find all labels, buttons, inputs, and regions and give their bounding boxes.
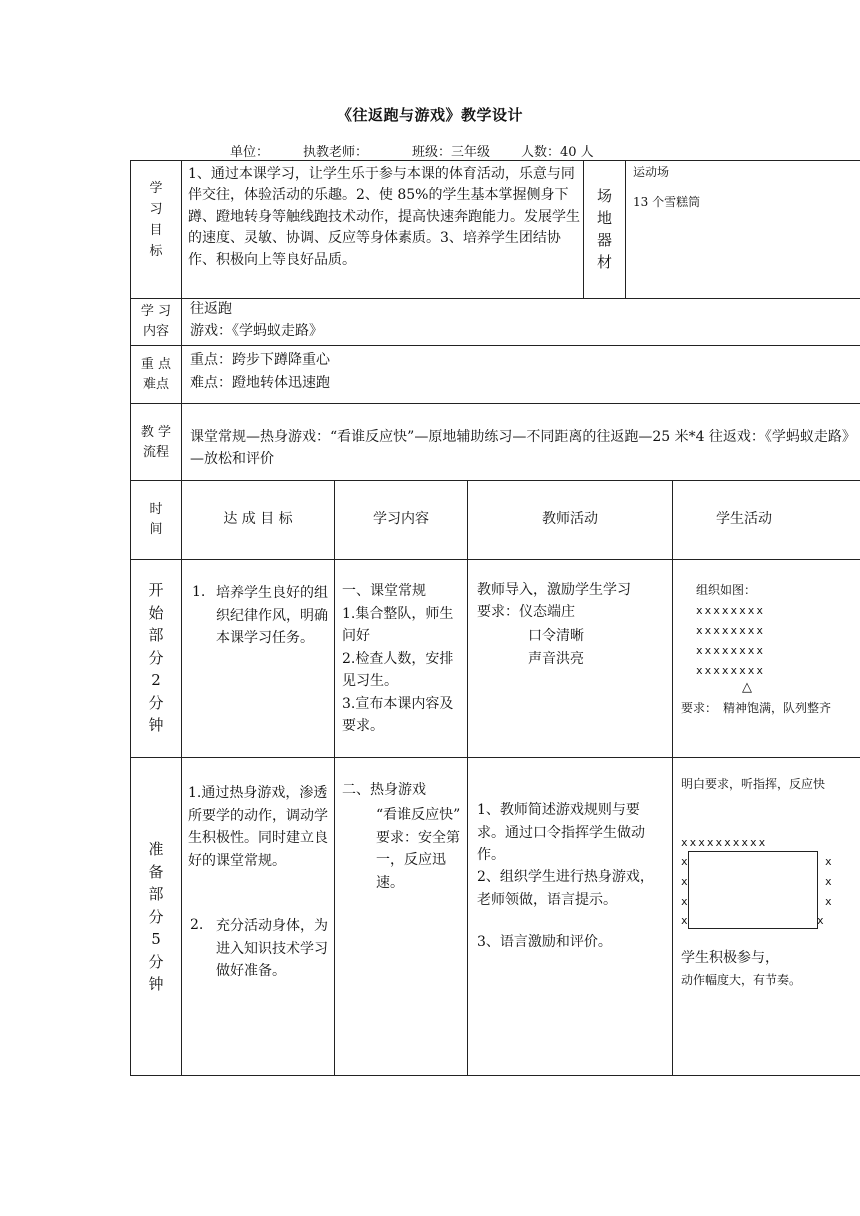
- prep-content-head: 二、热身游戏: [342, 782, 426, 798]
- field-side-mark: x: [817, 914, 826, 927]
- prep-student-2: 学生积极参与，: [681, 950, 779, 966]
- field-side-mark: x: [681, 875, 690, 888]
- field-side-mark: x: [825, 875, 834, 888]
- field-side-mark: x: [825, 895, 834, 908]
- start-teacher-3: 口令清晰: [528, 628, 584, 644]
- start-teacher-4: 声音洪亮: [528, 651, 584, 667]
- content-label: 学 习 内容: [140, 304, 172, 339]
- flow-label: 教 学 流程: [140, 425, 172, 460]
- header-goal: 达 成 目 标: [223, 511, 293, 527]
- content-line-1: 往返跑: [190, 301, 232, 317]
- start-time: 开 始 部 分 2 分 钟: [148, 581, 164, 734]
- doc-title: 《往返跑与游戏》教学设计: [336, 106, 523, 124]
- prep-time: 准 备 部 分 5 分 钟: [148, 840, 164, 993]
- field-rect: [688, 851, 818, 929]
- start-teacher-2: 要求：仪态端庄: [477, 604, 575, 620]
- flow-text: 课堂常规—热身游戏：“看谁反应快”—原地辅助练习—不同距离的往返跑—25 米*4 往返戏：《学蚂蚁走路》—放松和评价: [190, 429, 856, 467]
- prep-teacher-2: 2、组织学生进行热身游戏，老师领做，语言提示。: [477, 869, 654, 908]
- venue-item-2: 13 个雪糕筒: [633, 195, 701, 209]
- prep-student-3: 动作幅度大，有节奏。: [681, 973, 802, 987]
- header-time: 时 间: [149, 502, 163, 537]
- start-teacher-1: 教师导入，激励学生学习: [477, 582, 631, 598]
- field-top-row: xxxxxxxxxx: [681, 836, 768, 849]
- goals-label: 学 习 目 标: [149, 181, 163, 259]
- prep-goal-2: 充分活动身体，为进入知识技术学习做好准备。: [216, 918, 328, 979]
- venue-item-1: 运动场: [633, 165, 670, 179]
- key-point: 重点：跨步下蹲降重心: [190, 352, 330, 368]
- content-line-2: 游戏：《学蚂蚁走路》: [190, 323, 323, 339]
- info-count: 人数：40 人: [521, 145, 594, 160]
- formation-row: xxxxxxxx: [696, 644, 765, 657]
- goals-text: 1、通过本课学习，让学生乐于参与本课的体育活动，乐意与同伴交往，体验活动的乐趣。2、使 85%的学生基本掌握侧身下蹲、蹬地转身等触线跑技术动作，提高快速奔跑能力。发展学生的速度、灵敏、协调、反应等身体素质。3、培养学生团结协作、积极向上等良好品质。: [188, 166, 580, 268]
- prep-goal-2-num: 2.: [190, 917, 204, 933]
- key-difficulty: 难点：蹬地转体迅速跑: [190, 375, 330, 391]
- start-goal-num: 1.: [192, 584, 206, 600]
- field-side-mark: x: [825, 855, 834, 868]
- prep-student-1: 明白要求，听指挥，反应快: [681, 777, 826, 791]
- start-goal: 培养学生良好的组织纪律作风，明确本课学习任务。: [216, 585, 328, 646]
- header-teacher: 教师活动: [542, 511, 598, 527]
- formation-row: xxxxxxxx: [696, 624, 765, 637]
- info-unit: 单位：: [230, 145, 270, 160]
- start-content: 一、课堂常规 1.集合整队，师生问好 2.检查人数，安排见习生。 3.宣布本课内容及要求。: [342, 583, 454, 734]
- formation-row: xxxxxxxx: [696, 604, 765, 617]
- venue-label: 场 地 器 材: [596, 187, 612, 271]
- field-side-mark: x: [681, 855, 690, 868]
- field-side-mark: x: [681, 914, 690, 927]
- prep-goal-1: 1.通过热身游戏，渗透所要学的动作，调动学生积极性。同时建立良好的课堂常规。: [188, 785, 328, 869]
- header-student: 学生活动: [716, 511, 772, 527]
- key-label: 重 点 难点: [140, 357, 172, 392]
- info-class: 班级：三年级: [412, 145, 491, 160]
- prep-content-body: “看谁反应快” 要求：安全第一，反应迅速。: [376, 807, 461, 891]
- prep-teacher-3: 3、语言激励和评价。: [477, 934, 612, 950]
- teacher-position-triangle: △: [742, 680, 752, 695]
- start-student-title: 组织如图：: [696, 583, 757, 597]
- start-student-req: 要求： 精神饱满，队列整齐: [681, 701, 832, 715]
- prep-teacher-1: 1、教师简述游戏规则与要求。通过口令指挥学生做动作。: [477, 802, 645, 863]
- info-teacher: 执教老师：: [303, 145, 369, 160]
- header-content: 学习内容: [373, 511, 429, 527]
- formation-row: xxxxxxxx: [696, 664, 765, 677]
- field-side-mark: x: [681, 895, 690, 908]
